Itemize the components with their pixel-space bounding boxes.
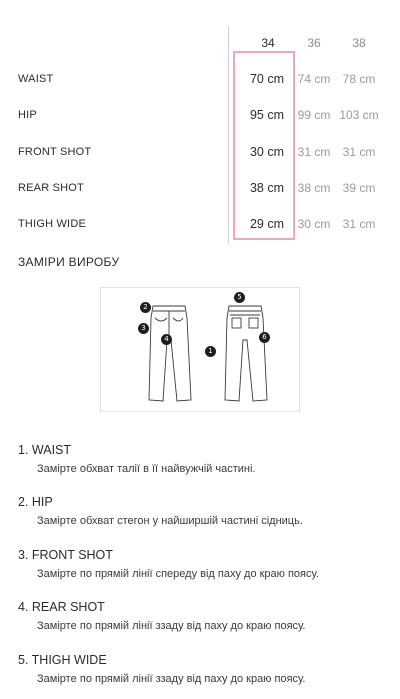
marker-3-icon: 3 [138,323,149,334]
instruction-text: Заміртe по прямій лінії ззаду від паху до краю поясу. [37,673,306,685]
table-cell: 103 cm [339,108,379,122]
measurement-diagram [100,287,300,412]
size-column-34[interactable]: 34 [261,36,275,50]
table-cell: 78 cm [342,72,376,86]
table-cell: 38 cm [297,181,331,195]
table-divider [228,26,229,244]
instruction-text: Заміртe обхват стегон у найширшій частині сідниць. [37,515,303,527]
instruction-text: Заміртe по прямій лінії ззаду від паху до краю поясу. [37,620,306,632]
instruction-text: Заміртe по прямій лінії спереду від паху до краю поясу. [37,568,319,580]
instruction-title: 3. FRONT SHOT [18,548,113,562]
table-cell: 31 cm [342,217,376,231]
section-title: ЗАМІРИ ВИРОБУ [18,255,120,269]
marker-2-icon: 2 [140,302,151,313]
marker-6-icon: 6 [259,332,270,343]
size-column-36[interactable]: 36 [307,36,321,50]
marker-4-icon: 4 [161,334,172,345]
row-label-front-shot: FRONT SHOT [18,146,92,158]
instruction-title: 2. HIP [18,495,53,509]
row-label-rear-shot: REAR SHOT [18,182,84,194]
marker-5-icon: 5 [234,292,245,303]
table-cell: 30 cm [249,145,285,159]
row-label-waist: WAIST [18,73,54,85]
row-label-thigh-wide: THIGH WIDE [18,218,86,230]
instruction-title: 4. REAR SHOT [18,600,105,614]
instruction-text: Заміртe обхват талії в її найвужчій частині. [37,463,256,475]
table-cell: 70 cm [249,72,285,86]
marker-1-icon: 1 [205,346,216,357]
jeans-sketch [101,288,301,413]
instruction-title: 5. THIGH WIDE [18,653,107,667]
table-cell: 39 cm [342,181,376,195]
size-column-38[interactable]: 38 [352,36,366,50]
table-cell: 30 cm [297,217,331,231]
row-label-hip: HIP [18,109,37,121]
size-table [0,0,400,250]
table-cell: 74 cm [297,72,331,86]
table-cell: 38 cm [249,181,285,195]
table-cell: 29 cm [249,217,285,231]
instruction-title: 1. WAIST [18,443,72,457]
table-cell: 31 cm [297,145,331,159]
table-cell: 31 cm [342,145,376,159]
table-cell: 99 cm [297,108,331,122]
table-cell: 95 cm [249,108,285,122]
